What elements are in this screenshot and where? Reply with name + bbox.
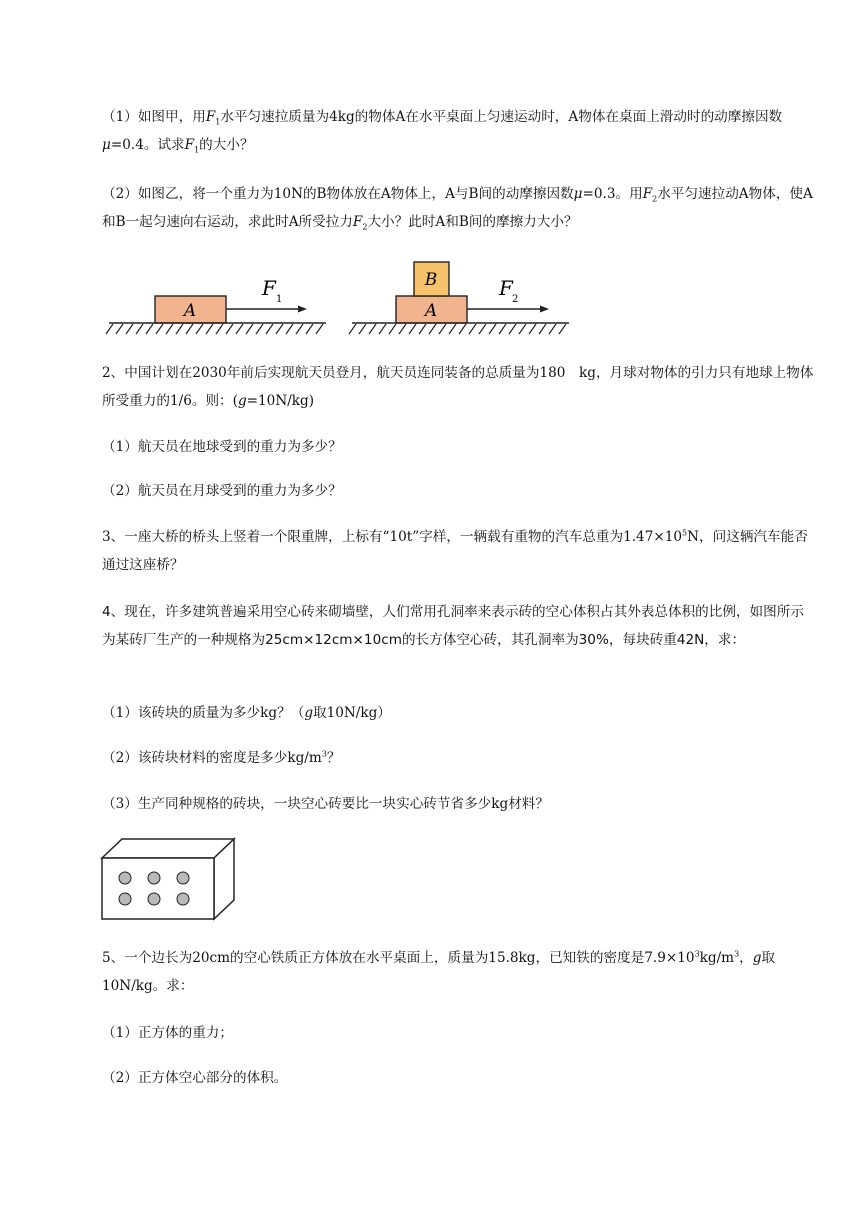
q3-stem: 3、一座大桥的桥头上竖着一个限重牌，上标有“10t”字样，一辆载有重物的汽车总重为$1.47\times 10^5N$，问这辆汽车能否通过这座桥？ bbox=[102, 528, 808, 573]
q5-sub1: （1）正方体的重力； bbox=[102, 1025, 233, 1041]
q2-sub2: （2）航天员在月球受到的重力为多少？ bbox=[102, 483, 342, 499]
force-label-f1: F bbox=[262, 276, 276, 300]
block-a-label: A bbox=[424, 301, 438, 321]
block-a-label: A bbox=[183, 301, 197, 321]
force-label-f2-sub: 2 bbox=[512, 294, 519, 305]
diagram-yi bbox=[349, 262, 569, 334]
q4-sub1: （1）该砖块的质量为多少kg？（g取10N/kg） bbox=[102, 705, 391, 721]
q5-sub2: （2）正方体空心部分的体积。 bbox=[102, 1070, 288, 1086]
brick-top-face bbox=[102, 839, 234, 858]
q5-stem: 5、一个边长为20cm的空心铁质正方体放在水平桌面上，质量为15.8kg，已知铁的密度是$7.9\times 10^3kg/m^3$，g取10N/kg。求： bbox=[102, 949, 776, 994]
q4-sub2: （2）该砖块材料的密度是多少$kg/m^3$？ bbox=[102, 749, 341, 766]
force-diagram-figure bbox=[104, 258, 574, 340]
force-label-f2: F bbox=[499, 276, 513, 300]
ground-hatch bbox=[349, 324, 566, 334]
q2-sub1: （1）航天员在地球受到的重力为多少？ bbox=[102, 439, 342, 455]
arrow-head-icon bbox=[298, 306, 307, 313]
ground-hatch bbox=[106, 324, 323, 334]
q1-part2: （2）如图乙，将一个重力为10N的B物体放在A物体上，A与B间的动摩擦因数μ=0.3。用$F_2$水平匀速拉动A物体，使A和B一起匀速向右运动，求此时A所受拉力$F_2$大小？此时A和B间的摩擦力大小？ bbox=[102, 186, 813, 232]
block-b-label: B bbox=[424, 270, 438, 290]
q4-sub3: （3）生产同种规格的砖块，一块空心砖要比一块实心砖节省多少kg材料？ bbox=[102, 796, 549, 812]
arrow-head-icon bbox=[540, 306, 549, 313]
force-label-f1-sub: 1 bbox=[276, 294, 283, 305]
brick-front-face bbox=[102, 858, 214, 919]
q1-part1: （1）如图甲，用$F_1$水平匀速拉质量为4kg的物体A在水平桌面上匀速运动时，A物体在桌面上滑动时的动摩擦因数μ=0.4。试求$F_1$的大小？ bbox=[102, 109, 783, 155]
diagram-jia bbox=[106, 276, 326, 334]
hollow-brick-figure bbox=[100, 838, 240, 924]
q4-stem: 4、现在，许多建筑普遍采用空心砖来砌墙壁，人们常用孔洞率来表示砖的空心体积占其外表总体积的比例，如图所示为某砖厂生产的一种规格为25cm×12cm×10cm的长方体空心砖，其孔洞率为30%，每块砖重42N，求： bbox=[102, 604, 804, 648]
q2-stem: 2、中国计划在2030年前后实现航天员登月，航天员连同装备的总质量为180 kg，月球对物体的引力只有地球上物体所受重力的1/6。则：(g=10N/kg) bbox=[102, 365, 814, 409]
